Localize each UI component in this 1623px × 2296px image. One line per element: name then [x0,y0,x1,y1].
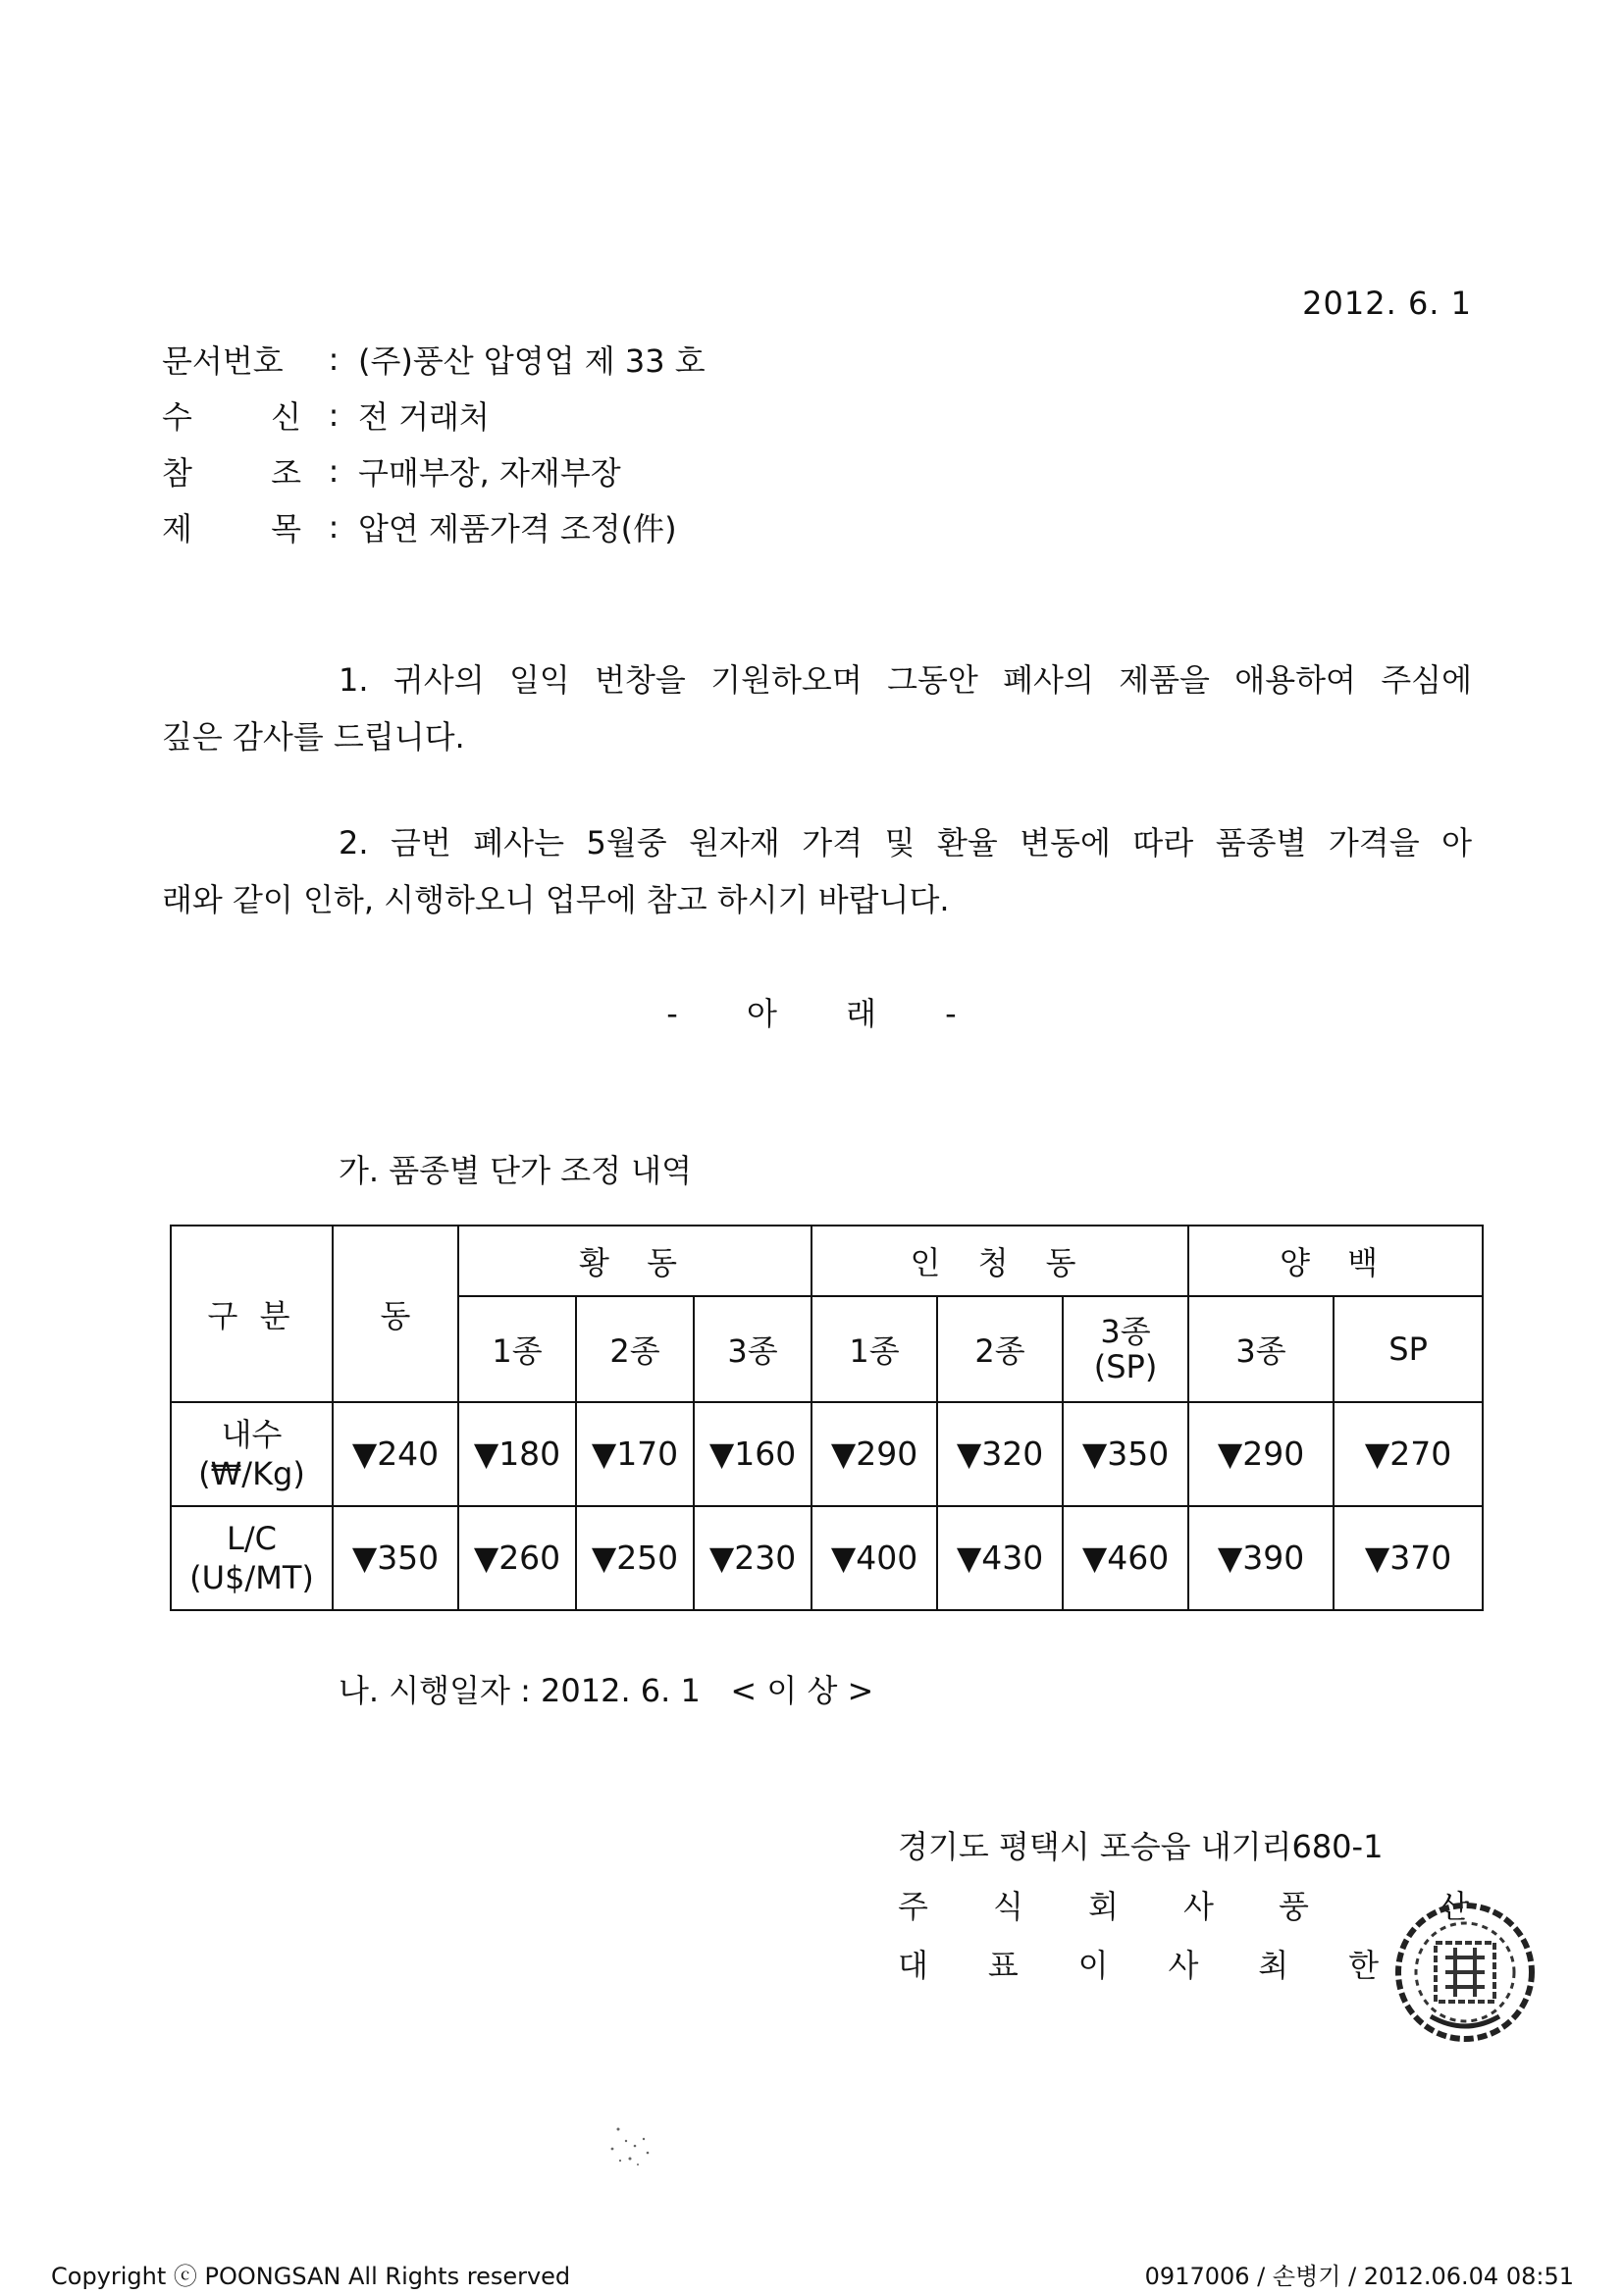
paragraph-2-line-2: 래와 같이 인하, 시행하오니 업무에 참고 하시기 바랍니다. [162,881,950,918]
table-cell: ▼430 [937,1506,1063,1610]
subheader-cell: 1종 [812,1296,937,1402]
header-value: 전 거래처 [358,398,490,436]
table-cell: ▼170 [576,1402,694,1506]
subheader-cell: 1종 [458,1296,576,1402]
header-subject [162,499,1045,554]
header-colon: : [328,452,340,490]
paragraph-1-line-1: 1. 귀사의 일익 번창을 기원하오며 그동안 폐사의 제품을 애용하여 주심에 [339,661,1472,699]
subheader-cell: 2종 [576,1296,694,1402]
header-value: (주)풍산 압영업 제 33 호 [358,342,706,380]
footer-copyright: Copyright ⓒ POONGSAN All Rights reserved [51,2263,571,2290]
table-cell: ▼240 [333,1402,458,1506]
header-reference [162,444,1045,498]
subheader-cell: 3종 (SP) [1063,1296,1188,1402]
row-label-lc: L/C (U$/MT) [171,1506,333,1610]
header-colon: : [328,508,340,546]
subheader-cell: 3종 [1188,1296,1334,1402]
table-cell: ▼370 [1334,1506,1483,1610]
table-cell: ▼230 [694,1506,812,1610]
table-cell: ▼400 [812,1506,937,1610]
subheader-cell: 3종 [694,1296,812,1402]
category-header: 구 분 [171,1226,333,1402]
header-colon: : [328,340,340,378]
price-adjustment-table [170,1225,1484,1611]
row-label-domestic: 내수 (₩/Kg) [171,1402,333,1506]
company-seal-icon [1391,1899,1539,2046]
document-date: 2012. 6. 1 [1302,285,1472,322]
phosphor-bronze-group-header: 인 청 동 [812,1226,1188,1296]
subheader-cell: SP [1334,1296,1483,1402]
subsection-b-effective-date: 나. 시행일자 : 2012. 6. 1 < 이 상 > [339,1672,874,1709]
scan-speck-icon [601,2121,669,2170]
brass-group-header: 황 동 [458,1226,812,1296]
footer-document-info: 0917006 / 손병기 / 2012.06.04 08:51 [1144,2263,1574,2290]
table-cell: ▼350 [1063,1402,1188,1506]
table-cell: ▼320 [937,1402,1063,1506]
header-recipient [162,388,1045,443]
header-value: 구매부장, 자재부장 [358,454,621,492]
header-value: 압연 제품가격 조정(件) [358,510,677,548]
table-cell: ▼260 [458,1506,576,1610]
table-cell: ▼290 [812,1402,937,1506]
table-cell: ▼270 [1334,1402,1483,1506]
copper-header: 동 [333,1226,458,1402]
table-cell: ▼390 [1188,1506,1334,1610]
header-label: 수 신 [162,398,301,436]
table-cell: ▼460 [1063,1506,1188,1610]
header-colon: : [328,396,340,434]
ceo-name: 대 표 이 사 최 한 [898,1947,1379,1984]
subheader-cell: 2종 [937,1296,1063,1402]
nickel-silver-group-header: 양 백 [1188,1226,1483,1296]
table-cell: ▼290 [1188,1402,1334,1506]
table-cell: ▼180 [458,1402,576,1506]
table-cell: ▼350 [333,1506,458,1610]
table-cell: ▼160 [694,1402,812,1506]
paragraph-2-line-1: 2. 금번 폐사는 5월중 원자재 가격 및 환율 변동에 따라 품종별 가격을 아 [339,824,1472,861]
paragraph-2 [162,814,1472,928]
header-label: 참 조 [162,454,301,492]
paragraph-1 [162,652,1472,765]
paragraph-1-line-2: 깊은 감사를 드립니다. [162,718,465,756]
company-name: 주 식 회 사 풍 산 [898,1888,1469,1925]
section-title: - 아 래 - [666,995,957,1032]
subsection-a-title: 가. 품종별 단가 조정 내역 [339,1152,692,1189]
header-doc-number [162,332,1045,387]
header-label: 제 목 [162,510,301,548]
header-label: 문서번호 [162,342,284,380]
table-cell: ▼250 [576,1506,694,1610]
company-address: 경기도 평택시 포승읍 내기리680-1 [898,1828,1384,1865]
